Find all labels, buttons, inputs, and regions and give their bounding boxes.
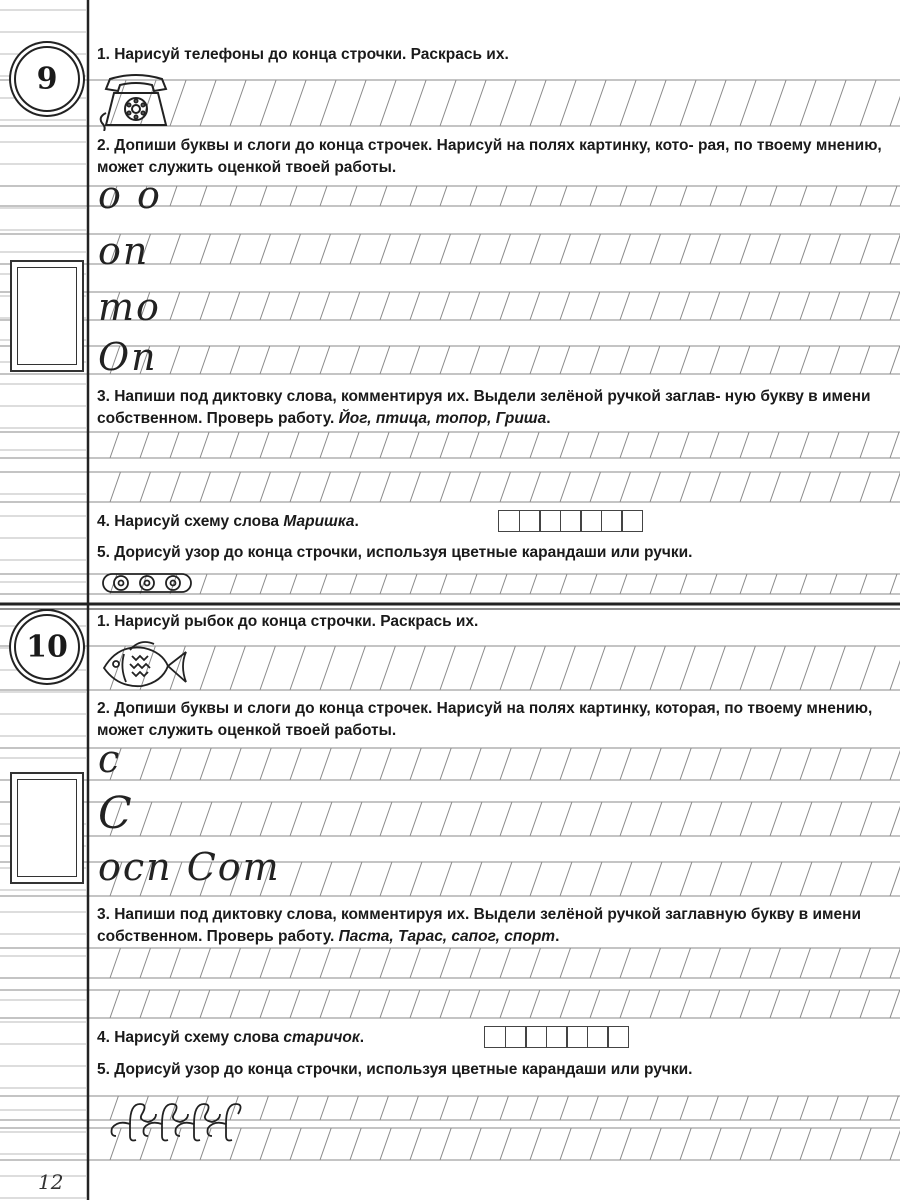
word-scheme xyxy=(484,1026,628,1048)
task-3-instruction: 3. Напиши под диктовку слова, комментируя их. Выдели зелёной ручкой заглав- ную букву в имени собственном. Проверь работу. Йог, птица, топор, Гриша. xyxy=(97,388,871,427)
copy-sample: о о xyxy=(98,173,162,217)
task-1-instruction: 1. Нарисуй рыбок до конца строчки. Раскрась их. xyxy=(97,613,479,630)
scheme-cell[interactable] xyxy=(601,510,623,532)
lesson-number: 9 xyxy=(36,61,58,97)
dictation-words: Йог, птица, топор, Гриша xyxy=(338,410,547,427)
scheme-cell[interactable] xyxy=(560,510,582,532)
fish-icon xyxy=(100,638,190,694)
copy-sample: с xyxy=(98,737,122,781)
pattern-circles xyxy=(101,572,193,594)
scheme-cell[interactable] xyxy=(580,510,602,532)
task-3-instruction: 3. Напиши под диктовку слова, комментируя их. Выдели зелёной ручкой заглавную букву в имени собственном. Проверь работу. Паста, Тарас, сапог, спорт. xyxy=(97,906,862,945)
dictation-words: Паста, Тарас, сапог, спорт xyxy=(338,928,556,945)
copy-sample: С xyxy=(98,788,134,839)
pattern-loops xyxy=(108,1096,248,1146)
self-assessment-frame xyxy=(10,772,84,884)
lesson-number-badge xyxy=(14,614,80,680)
copy-sample: осп Сот xyxy=(98,845,281,889)
task-2-instruction: 2. Допиши буквы и слоги до конца строчек. Нарисуй на полях картинку, которая, по твоему мнению, может служить оценкой твоей работы. xyxy=(97,700,873,739)
copy-sample: то xyxy=(98,285,161,329)
task-4-instruction: 4. Нарисуй схему слова Маришка. xyxy=(97,513,359,530)
scheme-cell[interactable] xyxy=(498,510,520,532)
task-2-instruction: 2. Допиши буквы и слоги до конца строчек. Нарисуй на полях картинку, кото- рая, по твоему мнению, может служить оценкой твоей работы. xyxy=(97,137,882,176)
task-1-instruction: 1. Нарисуй телефоны до конца строчки. Раскрась их. xyxy=(97,46,509,63)
task-5-instruction: 5. Дорисуй узор до конца строчки, используя цветные карандаши или ручки. xyxy=(97,544,693,561)
scheme-cell[interactable] xyxy=(546,1026,568,1048)
lesson-number: 10 xyxy=(26,629,68,665)
task-5-instruction: 5. Дорисуй узор до конца строчки, используя цветные карандаши или ручки. xyxy=(97,1061,693,1078)
scheme-cell[interactable] xyxy=(607,1026,629,1048)
scheme-cell[interactable] xyxy=(539,510,561,532)
copy-sample: Оп xyxy=(98,335,158,379)
scheme-cell[interactable] xyxy=(505,1026,527,1048)
scheme-cell[interactable] xyxy=(519,510,541,532)
scheme-cell[interactable] xyxy=(566,1026,588,1048)
copy-sample: оп xyxy=(98,229,150,273)
page-number: 12 xyxy=(38,1170,64,1194)
telephone-icon xyxy=(96,73,176,131)
task-4-instruction: 4. Нарисуй схему слова старичок. xyxy=(97,1029,365,1046)
scheme-cell[interactable] xyxy=(484,1026,506,1048)
word-scheme xyxy=(498,510,642,532)
scheme-cell[interactable] xyxy=(587,1026,609,1048)
scheme-cell[interactable] xyxy=(621,510,643,532)
self-assessment-frame xyxy=(10,260,84,372)
scheme-cell[interactable] xyxy=(525,1026,547,1048)
lesson-number-badge xyxy=(14,46,80,112)
